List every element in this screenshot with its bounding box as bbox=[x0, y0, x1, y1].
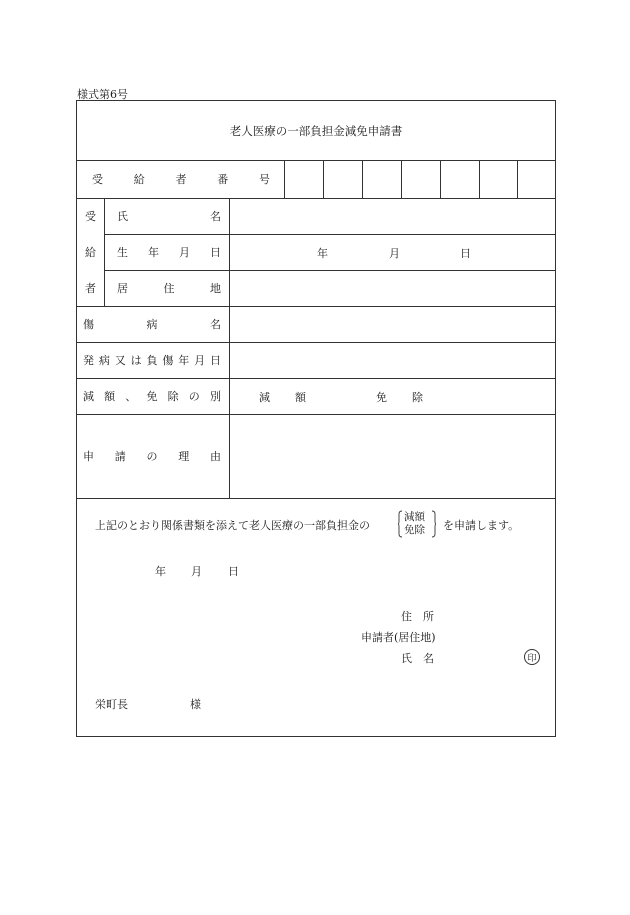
number-box-divider bbox=[284, 160, 285, 198]
reduction-exemption-choice bbox=[398, 510, 436, 540]
address-label: 居 住 地 bbox=[117, 282, 221, 295]
onset-date-label: 発 病 又 は 負 傷 年 月 日 bbox=[83, 354, 221, 367]
choice-reduction: 減額 bbox=[404, 511, 425, 523]
reduction-option-char: 額 bbox=[295, 391, 306, 404]
exemption-option-char: 免 bbox=[376, 391, 387, 404]
label-column-divider bbox=[229, 198, 230, 498]
birth-month-unit: 月 bbox=[389, 247, 400, 260]
row-divider bbox=[77, 498, 555, 499]
applicant-name-label: 氏 名 bbox=[401, 652, 434, 665]
type-label: 減 額 、 免 除 の 別 bbox=[83, 390, 221, 403]
applicant-address-label: 住 所 bbox=[401, 610, 434, 623]
applicant-label: 申請者(居住地) bbox=[361, 631, 436, 644]
birth-year-unit: 年 bbox=[317, 247, 328, 260]
number-box-divider bbox=[479, 160, 480, 198]
reason-label: 申 請 の 理 由 bbox=[83, 450, 221, 463]
form-number: 様式第6号 bbox=[77, 88, 128, 101]
application-form bbox=[76, 100, 556, 737]
name-label: 氏 名 bbox=[117, 210, 221, 223]
addressee: 栄町長 bbox=[95, 698, 128, 711]
reduction-option-char: 減 bbox=[259, 391, 270, 404]
statement-suffix: を申請します。 bbox=[443, 519, 520, 532]
number-box-divider bbox=[401, 160, 402, 198]
choice-exemption: 免除 bbox=[404, 524, 425, 536]
right-brace-icon bbox=[431, 510, 436, 538]
exemption-option-char: 除 bbox=[412, 391, 423, 404]
birth-day-unit: 日 bbox=[460, 247, 471, 260]
side-divider bbox=[104, 198, 105, 306]
number-box-divider bbox=[323, 160, 324, 198]
statement-text: 上記のとおり関係書類を添えて老人医療の一部負担金の bbox=[95, 519, 370, 532]
recipient-number-label: 受 給 者 番 号 bbox=[92, 173, 270, 186]
recipient-side-label: 受 給 者 bbox=[85, 210, 96, 295]
number-box-divider bbox=[362, 160, 363, 198]
left-brace-icon bbox=[398, 510, 403, 538]
birthdate-label: 生 年 月 日 bbox=[117, 246, 221, 259]
date-year-unit: 年 bbox=[155, 565, 166, 578]
seal-mark-icon: 印 bbox=[524, 649, 540, 665]
form-title: 老人医療の一部負担金減免申請書 bbox=[77, 101, 555, 161]
injury-name-label: 傷 病 名 bbox=[83, 318, 221, 331]
number-box-divider bbox=[440, 160, 441, 198]
date-month-unit: 月 bbox=[191, 565, 202, 578]
number-box-divider bbox=[517, 160, 518, 198]
addressee-honorific: 様 bbox=[190, 698, 201, 711]
date-day-unit: 日 bbox=[228, 565, 239, 578]
